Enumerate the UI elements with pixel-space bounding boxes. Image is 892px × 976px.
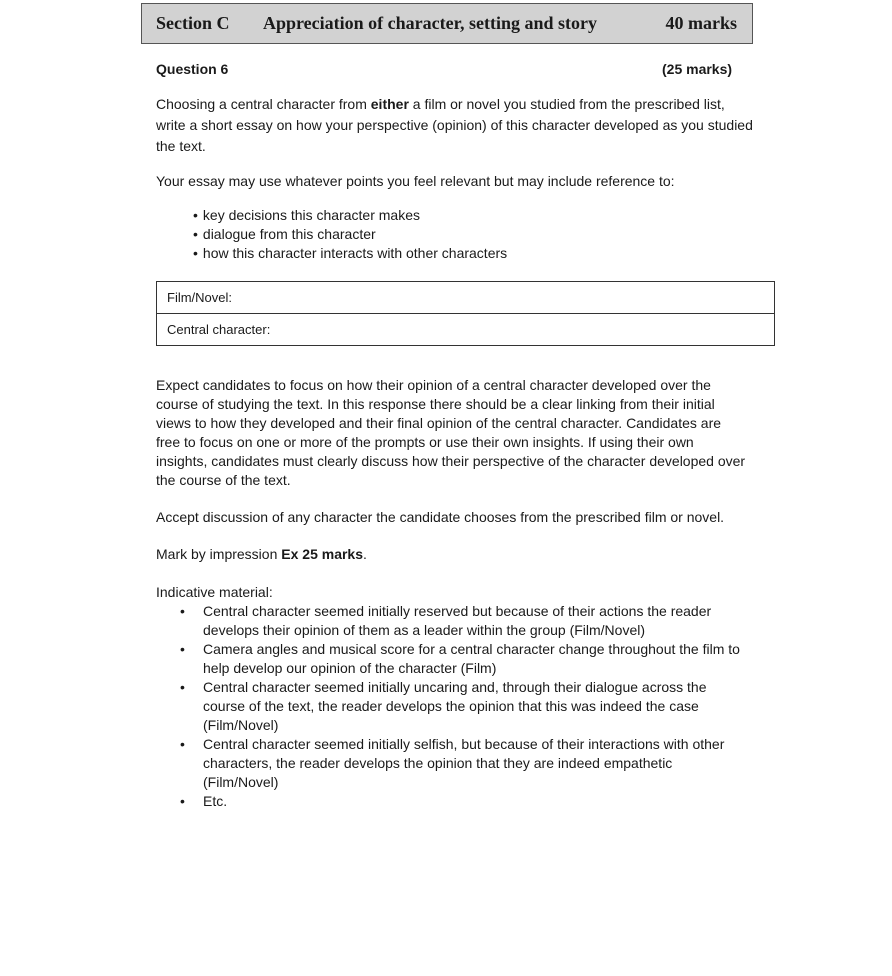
film-novel-field[interactable]: Film/Novel: bbox=[157, 282, 774, 314]
question-intro bbox=[156, 94, 756, 157]
list-item: • how this character interacts with other characters bbox=[193, 244, 507, 263]
indicative-label: Indicative material: bbox=[156, 584, 273, 600]
list-item: • dialogue from this character bbox=[193, 225, 507, 244]
prompt-list bbox=[193, 206, 507, 263]
section-header bbox=[141, 3, 753, 44]
section-marks: 40 marks bbox=[665, 13, 737, 33]
central-character-field[interactable]: Central character: bbox=[167, 322, 271, 337]
question-marks: (25 marks) bbox=[662, 61, 733, 77]
intro-emphasis: either bbox=[370, 96, 409, 112]
marking-expectation: Expect candidates to focus on how their opinion of a central character developed over the course of studying the text. In this response there should be a clear linking from their initial views to how they developed and their final opinion of the central character. Candidates are free to focus on one or more of the prompts or use their own insights. If using their own insights, candidates must clearly discuss how their perspective of the character developed over the course of the text. bbox=[156, 377, 746, 488]
section-title: Appreciation of character, setting and story bbox=[263, 13, 597, 33]
list-item: • Camera angles and musical score for a central character change throughout the film to help develop our opinion of the character (Film) bbox=[180, 640, 740, 678]
response-details-table bbox=[156, 281, 775, 346]
indicative-list bbox=[180, 602, 740, 811]
list-item: • Etc. bbox=[180, 792, 740, 811]
list-item: • Central character seemed initially reserved but because of their actions the reader develops their opinion of them as a leader within the group (Film/Novel) bbox=[180, 602, 740, 640]
prompt-lead: Your essay may use whatever points you feel relevant but may include reference to: bbox=[156, 173, 675, 189]
question-label: Question 6 bbox=[156, 61, 229, 77]
marking-accept: Accept discussion of any character the candidate chooses from the prescribed film or novel. bbox=[156, 509, 725, 525]
impression-text: Mark by impression bbox=[156, 546, 282, 562]
marking-impression bbox=[156, 545, 746, 564]
section-label: Section C bbox=[156, 13, 230, 33]
impression-marks: Ex 25 marks bbox=[281, 546, 363, 562]
intro-text-1: Choosing a central character from bbox=[156, 96, 371, 112]
list-item: • Central character seemed initially selfish, but because of their interactions with other characters, the reader develops the opinion that they are indeed empathetic (Film/Novel) bbox=[180, 735, 740, 792]
list-item: • Central character seemed initially uncaring and, through their dialogue across the course of the text, the reader develops the opinion that this was indeed the case (Film/Novel) bbox=[180, 678, 740, 735]
impression-suffix: . bbox=[363, 546, 367, 562]
intro-text-2: a film or novel you studied from the prescribed list, write a short essay on how your perspective (opinion) of this character developed as you studied the text. bbox=[156, 96, 753, 154]
list-item: • key decisions this character makes bbox=[193, 206, 507, 225]
